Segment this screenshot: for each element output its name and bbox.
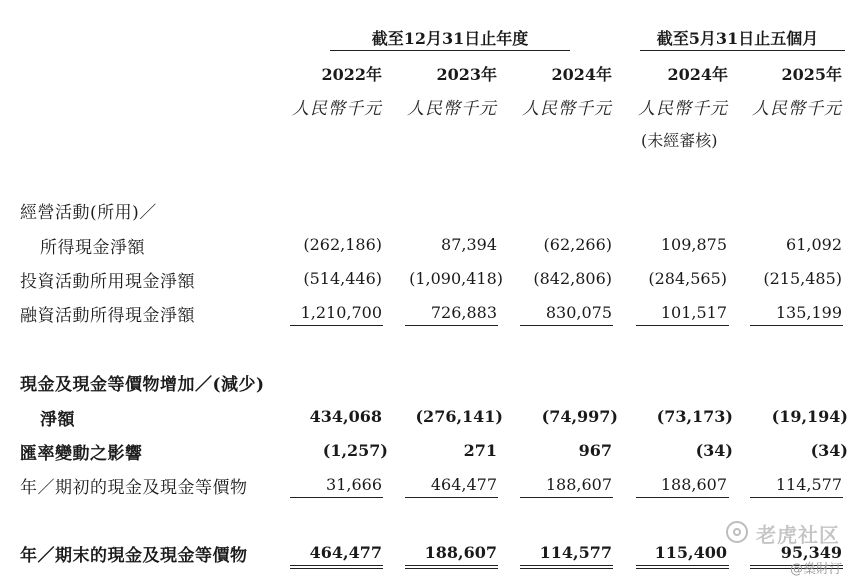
unit-header-col5: 人民幣千元 — [752, 99, 842, 119]
total-rule-top-col2 — [405, 565, 498, 566]
total-rule-bottom-col1 — [290, 568, 383, 569]
row-label-financing: 融資活動所得現金淨額 — [20, 306, 195, 326]
total-rule-bottom-col3 — [520, 568, 613, 569]
unaudited-note: (未經審核) — [641, 131, 718, 150]
cell-closing-2022: 464,477 — [309, 543, 382, 562]
cell-fx-2023: 271 — [463, 441, 497, 460]
cell-financing-2025-5m: 135,199 — [775, 303, 842, 322]
cell-operating-2024-5m: 109,875 — [660, 235, 727, 254]
subtotal-rule-col4 — [636, 325, 729, 326]
subtotal-rule-col1 — [290, 325, 383, 326]
cell-financing-2024: 830,075 — [545, 303, 612, 322]
cell-fx-2022: (1,257) — [322, 441, 388, 460]
cell-net-change-2023: (276,141) — [415, 407, 503, 426]
tiger-logo-icon — [726, 521, 748, 543]
row-label-net-change-line2: 淨額 — [40, 410, 75, 430]
cell-opening-2024-5m: 188,607 — [660, 475, 727, 494]
row-label-opening-cash: 年／期初的現金及現金等價物 — [20, 478, 248, 498]
year-header-2025-5m: 2025年 — [781, 65, 842, 84]
opening-rule-col1 — [290, 497, 383, 498]
row-label-operating-line2: 所得現金淨額 — [40, 238, 145, 258]
row-label-closing-cash: 年／期末的現金及現金等價物 — [20, 546, 248, 566]
subtotal-rule-col5 — [750, 325, 843, 326]
cell-financing-2022: 1,210,700 — [300, 303, 382, 322]
row-label-operating-line1: 經營活動(所用)／ — [20, 203, 157, 223]
row-label-investing: 投資活動所用現金淨額 — [20, 272, 195, 292]
cell-financing-2024-5m: 101,517 — [660, 303, 727, 322]
cell-investing-2022: (514,446) — [303, 269, 382, 288]
header-group-five-months: 截至5月31日止五個月 — [656, 29, 819, 48]
cell-opening-2025-5m: 114,577 — [775, 475, 842, 494]
cell-net-change-2022: 434,068 — [309, 407, 382, 426]
cell-financing-2023: 726,883 — [430, 303, 497, 322]
cell-net-change-2024-5m: (73,173) — [656, 407, 733, 426]
cell-closing-2024: 114,577 — [539, 543, 612, 562]
unit-header-col1: 人民幣千元 — [292, 99, 382, 119]
total-rule-top-col3 — [520, 565, 613, 566]
opening-rule-col3 — [520, 497, 613, 498]
cell-fx-2025-5m: (34) — [810, 441, 848, 460]
header-group-fiscal-year: 截至12月31日止年度 — [371, 29, 529, 48]
cell-closing-2025-5m: 95,349 — [780, 543, 842, 562]
total-rule-bottom-col2 — [405, 568, 498, 569]
cell-net-change-2024: (74,997) — [541, 407, 618, 426]
cell-operating-2022: (262,186) — [303, 235, 382, 254]
cell-operating-2023: 87,394 — [441, 235, 497, 254]
opening-rule-col5 — [750, 497, 843, 498]
unit-header-col3: 人民幣千元 — [522, 99, 612, 119]
cell-fx-2024-5m: (34) — [695, 441, 733, 460]
year-header-2023: 2023年 — [436, 65, 497, 84]
total-rule-bottom-col4 — [636, 568, 729, 569]
year-header-2024: 2024年 — [551, 65, 612, 84]
cell-investing-2024: (842,806) — [533, 269, 612, 288]
row-label-fx-effect: 匯率變動之影響 — [20, 444, 143, 464]
cell-opening-2022: 31,666 — [326, 475, 382, 494]
header-group-five-months-rule — [640, 50, 845, 51]
cell-investing-2024-5m: (284,565) — [648, 269, 727, 288]
cell-closing-2024-5m: 115,400 — [654, 543, 727, 562]
cell-operating-2024: (62,266) — [543, 235, 612, 254]
total-rule-top-col1 — [290, 565, 383, 566]
cell-fx-2024: 967 — [578, 441, 612, 460]
header-group-fiscal-year-rule — [330, 50, 570, 51]
cell-investing-2023: (1,090,418) — [409, 269, 503, 288]
year-header-2022: 2022年 — [321, 65, 382, 84]
subtotal-rule-col2 — [405, 325, 498, 326]
cell-opening-2024: 188,607 — [545, 475, 612, 494]
watermark-handle: @燊財汀 — [790, 562, 843, 577]
cell-closing-2023: 188,607 — [424, 543, 497, 562]
row-label-net-change-line1: 現金及現金等價物增加／(減少) — [20, 375, 265, 395]
total-rule-top-col4 — [636, 565, 729, 566]
year-header-2024-5m: 2024年 — [667, 65, 728, 84]
unit-header-col2: 人民幣千元 — [407, 99, 497, 119]
cell-investing-2025-5m: (215,485) — [763, 269, 842, 288]
cell-opening-2023: 464,477 — [430, 475, 497, 494]
opening-rule-col4 — [636, 497, 729, 498]
unit-header-col4: 人民幣千元 — [638, 99, 728, 119]
cell-net-change-2025-5m: (19,194) — [771, 407, 848, 426]
cell-operating-2025-5m: 61,092 — [786, 235, 842, 254]
subtotal-rule-col3 — [520, 325, 613, 326]
watermark-brand: 老虎社区 — [756, 523, 840, 547]
opening-rule-col2 — [405, 497, 498, 498]
